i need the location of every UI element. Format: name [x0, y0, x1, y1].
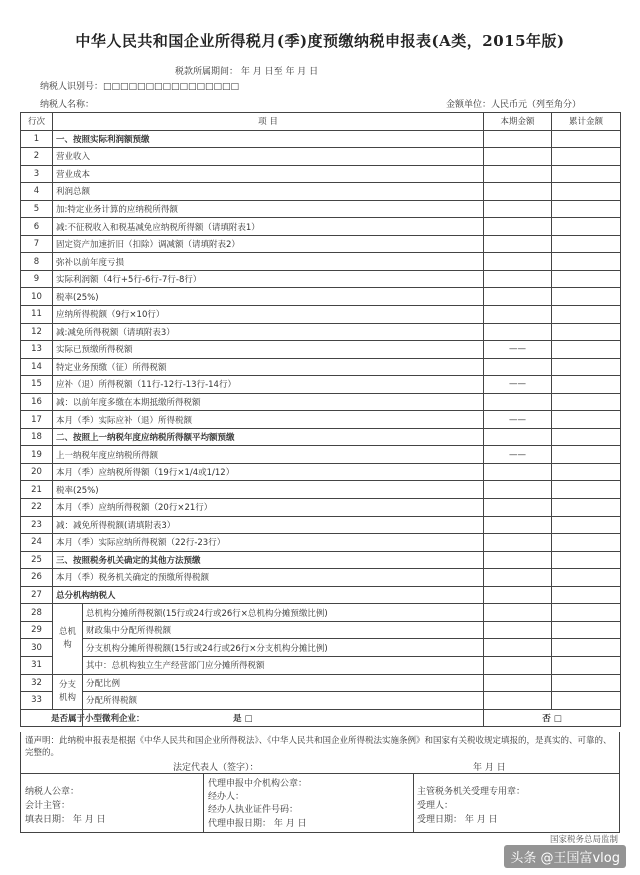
row-number: 11	[21, 306, 53, 324]
current-amount-cell[interactable]	[484, 306, 552, 324]
table-row	[21, 516, 621, 534]
row-number: 32	[21, 674, 53, 692]
table-row	[21, 586, 621, 604]
row-number: 23	[21, 516, 53, 534]
cumulative-amount-cell[interactable]	[552, 323, 621, 341]
legal-representative-label: 法定代表人（签字）：	[173, 763, 259, 773]
current-amount-cell: ——	[484, 376, 552, 394]
branch-group-label: 分支机构	[53, 674, 83, 709]
cumulative-amount-cell[interactable]	[552, 692, 621, 710]
row-item: 本月（季）实际应补（退）所得税额	[53, 411, 484, 429]
table-row	[21, 165, 621, 183]
row-item: 一、按照实际利润额预缴	[53, 130, 484, 148]
row-number: 3	[21, 165, 53, 183]
agent-license-no: 经办人执业证件号码：	[208, 805, 299, 815]
form-title: 中华人民共和国企业所得税月(季)度预缴纳税申报表(A类，2015年版)	[75, 32, 565, 50]
cumulative-amount-cell[interactable]	[552, 586, 621, 604]
current-amount-cell[interactable]	[484, 428, 552, 446]
signature-section	[20, 773, 620, 833]
head-office-group-label: 总机构	[53, 604, 83, 674]
row-item: 营业收入	[53, 148, 484, 166]
row-number: 31	[21, 656, 53, 674]
taxpayer-sign-column	[21, 774, 203, 832]
current-amount-cell: ——	[484, 411, 552, 429]
row-number: 19	[21, 446, 53, 464]
declaration-box	[20, 732, 620, 774]
table-row	[21, 200, 621, 218]
cumulative-amount-cell[interactable]	[552, 148, 621, 166]
row-item: 总分机构纳税人	[53, 586, 484, 604]
row-number: 7	[21, 235, 53, 253]
table-row	[21, 463, 621, 481]
current-amount-cell[interactable]	[484, 586, 552, 604]
row-number: 13	[21, 341, 53, 359]
row-number: 21	[21, 481, 53, 499]
current-amount-cell[interactable]	[484, 393, 552, 411]
current-amount-cell[interactable]	[484, 516, 552, 534]
table-row	[21, 446, 621, 464]
current-amount-cell[interactable]	[484, 481, 552, 499]
cumulative-amount-cell[interactable]	[552, 306, 621, 324]
row-number: 20	[21, 463, 53, 481]
current-amount-cell[interactable]	[484, 288, 552, 306]
row-item: 其中：总机构独立生产经营部门应分摊所得税额	[83, 656, 484, 674]
cumulative-amount-cell[interactable]	[552, 235, 621, 253]
taxpayer-seal: 纳税人公章：	[25, 787, 80, 797]
row-number: 16	[21, 393, 53, 411]
row-item: 本月（季）应纳所得税额（20行×21行）	[53, 499, 484, 517]
receive-date: 受理日期： 年 月 日	[417, 815, 498, 825]
cumulative-amount-cell[interactable]	[552, 534, 621, 552]
table-row	[21, 692, 621, 710]
row-item: 本月（季）税务机关确定的预缴所得税额	[53, 569, 484, 587]
table-row	[21, 341, 621, 359]
row-item: 营业成本	[53, 165, 484, 183]
cumulative-amount-cell[interactable]	[552, 130, 621, 148]
header-item: 项 目	[53, 113, 484, 131]
row-number: 6	[21, 218, 53, 236]
table-row	[21, 253, 621, 271]
row-number: 18	[21, 428, 53, 446]
authority-seal: 主管税务机关受理专用章：	[417, 787, 526, 797]
receiver: 受理人：	[417, 801, 454, 811]
row-item: 上一纳税年度应纳税所得额	[53, 446, 484, 464]
current-amount-cell[interactable]	[484, 604, 552, 622]
current-amount-cell[interactable]	[484, 639, 552, 657]
table-row	[21, 639, 621, 657]
row-item: 特定业务预缴（征）所得税额	[53, 358, 484, 376]
cumulative-amount-cell[interactable]	[552, 639, 621, 657]
cumulative-amount-cell[interactable]	[552, 253, 621, 271]
small-enterprise-no-checkbox[interactable]: 否 □	[484, 709, 621, 727]
row-item: 减：以前年度多缴在本期抵缴所得税额	[53, 393, 484, 411]
table-row	[21, 481, 621, 499]
row-number: 14	[21, 358, 53, 376]
table-row	[21, 130, 621, 148]
cumulative-amount-cell[interactable]	[552, 183, 621, 201]
row-item: 二、按照上一纳税年度应纳税所得额平均额预缴	[53, 428, 484, 446]
current-amount-cell[interactable]	[484, 323, 552, 341]
current-amount-cell[interactable]	[484, 358, 552, 376]
taxpayer-id-label: 纳税人识别号：□□□□□□□□□□□□□□□□	[40, 82, 240, 92]
table-row	[21, 411, 621, 429]
row-number: 9	[21, 270, 53, 288]
row-item: 税率(25%)	[53, 481, 484, 499]
row-item: 税率(25%)	[53, 288, 484, 306]
table-row	[21, 551, 621, 569]
current-amount-cell[interactable]	[484, 253, 552, 271]
row-item: 财政集中分配所得税额	[83, 621, 484, 639]
row-number: 22	[21, 499, 53, 517]
row-number: 15	[21, 376, 53, 394]
table-row	[21, 393, 621, 411]
table-row	[21, 428, 621, 446]
table-row	[21, 306, 621, 324]
row-item: 固定资产加速折旧（扣除）调减额（请填附表2）	[53, 235, 484, 253]
cumulative-amount-cell[interactable]	[552, 516, 621, 534]
table-row	[21, 569, 621, 587]
row-item: 应补（退）所得税额（11行-12行-13行-14行）	[53, 376, 484, 394]
current-amount-cell[interactable]	[484, 534, 552, 552]
row-number: 12	[21, 323, 53, 341]
table-row	[21, 376, 621, 394]
small-enterprise-row	[21, 709, 621, 727]
row-item: 分支机构分摊所得税额(15行或24行或26行×分支机构分摊比例)	[83, 639, 484, 657]
agent-handler: 经办人：	[208, 792, 245, 802]
row-item: 减:不征税收入和税基减免应纳税所得额（请填附表1）	[53, 218, 484, 236]
row-number: 17	[21, 411, 53, 429]
row-item: 实际利润额（4行+5行-6行-7行-8行）	[53, 270, 484, 288]
row-number: 8	[21, 253, 53, 271]
row-number: 10	[21, 288, 53, 306]
supervisor-note: 国家税务总局监制	[549, 835, 618, 845]
cumulative-amount-cell[interactable]	[552, 499, 621, 517]
small-enterprise-yes-checkbox[interactable]: 是 □	[83, 709, 484, 727]
accounting-supervisor: 会计主管：	[25, 801, 71, 811]
agent-date: 代理申报日期： 年 月 日	[208, 819, 307, 829]
cumulative-amount-cell[interactable]	[552, 551, 621, 569]
row-item: 分配所得税额	[83, 692, 484, 710]
legal-date: 年 月 日	[473, 763, 506, 773]
cumulative-amount-cell[interactable]	[552, 621, 621, 639]
table-row	[21, 183, 621, 201]
row-number: 24	[21, 534, 53, 552]
header-cumulative-amount: 累计金额	[552, 113, 621, 131]
row-number: 1	[21, 130, 53, 148]
tax-authority-column	[413, 774, 619, 832]
row-item: 应纳所得税额（9行×10行）	[53, 306, 484, 324]
current-amount-cell: ——	[484, 446, 552, 464]
cumulative-amount-cell[interactable]	[552, 341, 621, 359]
current-amount-cell[interactable]	[484, 656, 552, 674]
current-amount-cell[interactable]	[484, 200, 552, 218]
row-number: 2	[21, 148, 53, 166]
row-item: 减：减免所得税额(请填附表3）	[53, 516, 484, 534]
cumulative-amount-cell[interactable]	[552, 656, 621, 674]
row-number: 5	[21, 200, 53, 218]
cumulative-amount-cell[interactable]	[552, 200, 621, 218]
current-amount-cell[interactable]	[484, 674, 552, 692]
cumulative-amount-cell[interactable]	[552, 604, 621, 622]
cumulative-amount-cell[interactable]	[552, 481, 621, 499]
declaration-table	[20, 112, 621, 727]
row-number: 27	[21, 586, 53, 604]
current-amount-cell[interactable]	[484, 235, 552, 253]
current-amount-cell[interactable]	[484, 130, 552, 148]
row-item: 总机构分摊所得税额(15行或24行或26行×总机构分摊预缴比例)	[83, 604, 484, 622]
table-row	[21, 358, 621, 376]
cumulative-amount-cell[interactable]	[552, 674, 621, 692]
table-row	[21, 604, 621, 622]
row-item: 减:减免所得税额（请填附表3）	[53, 323, 484, 341]
table-row	[21, 534, 621, 552]
table-row	[21, 656, 621, 674]
cumulative-amount-cell[interactable]	[552, 411, 621, 429]
cumulative-amount-cell[interactable]	[552, 165, 621, 183]
current-amount-cell[interactable]	[484, 148, 552, 166]
cumulative-amount-cell[interactable]	[552, 393, 621, 411]
row-number: 4	[21, 183, 53, 201]
current-amount-cell[interactable]	[484, 270, 552, 288]
cumulative-amount-cell[interactable]	[552, 446, 621, 464]
row-item: 加:特定业务计算的应纳税所得额	[53, 200, 484, 218]
current-amount-cell[interactable]	[484, 183, 552, 201]
row-item: 本月（季）应纳税所得额（19行×1/4或1/12）	[53, 463, 484, 481]
cumulative-amount-cell[interactable]	[552, 376, 621, 394]
row-number: 26	[21, 569, 53, 587]
header-current-amount: 本期金额	[484, 113, 552, 131]
table-row	[21, 288, 621, 306]
table-row	[21, 323, 621, 341]
current-amount-cell[interactable]	[484, 463, 552, 481]
row-item: 实际已预缴所得税额	[53, 341, 484, 359]
row-item: 弥补以前年度亏损	[53, 253, 484, 271]
cumulative-amount-cell[interactable]	[552, 218, 621, 236]
table-row	[21, 148, 621, 166]
table-row	[21, 218, 621, 236]
row-item: 利润总额	[53, 183, 484, 201]
cumulative-amount-cell[interactable]	[552, 358, 621, 376]
table-row	[21, 621, 621, 639]
fill-date: 填表日期： 年 月 日	[25, 815, 106, 825]
currency-unit: 金额单位：人民币元（列至角分）	[446, 100, 582, 110]
row-number: 29	[21, 621, 53, 639]
cumulative-amount-cell[interactable]	[552, 569, 621, 587]
small-enterprise-question: 是否属于小型微利企业：	[21, 709, 83, 727]
taxpayer-name-label: 纳税人名称：	[40, 100, 95, 110]
cumulative-amount-cell[interactable]	[552, 428, 621, 446]
current-amount-cell[interactable]	[484, 218, 552, 236]
table-row	[21, 270, 621, 288]
cumulative-amount-cell[interactable]	[552, 270, 621, 288]
table-row	[21, 499, 621, 517]
current-amount-cell[interactable]	[484, 165, 552, 183]
agent-seal: 代理申报中介机构公章：	[208, 779, 308, 789]
row-item: 本月（季）实际应纳所得税额（22行-23行）	[53, 534, 484, 552]
table-header-row	[21, 113, 621, 131]
current-amount-cell[interactable]	[484, 499, 552, 517]
row-number: 30	[21, 639, 53, 657]
cumulative-amount-cell[interactable]	[552, 463, 621, 481]
current-amount-cell[interactable]	[484, 569, 552, 587]
current-amount-cell[interactable]	[484, 692, 552, 710]
row-number: 28	[21, 604, 53, 622]
row-number: 33	[21, 692, 53, 710]
header-row-no: 行次	[21, 113, 53, 131]
row-number: 25	[21, 551, 53, 569]
watermark: 头条 @王国富vlog	[504, 845, 626, 868]
current-amount-cell[interactable]	[484, 621, 552, 639]
row-item: 分配比例	[83, 674, 484, 692]
cumulative-amount-cell[interactable]	[552, 288, 621, 306]
tax-period: 税款所属期间： 年 月 日至 年 月 日	[175, 67, 319, 77]
declaration-text: 谨声明：此纳税申报表是根据《中华人民共和国企业所得税法》、《中华人民共和国企业所得税法实施条例》和国家有关税收规定填报的，是真实的、可靠的、完整的。	[25, 736, 612, 758]
row-item: 三、按照税务机关确定的其他方法预缴	[53, 551, 484, 569]
current-amount-cell[interactable]	[484, 551, 552, 569]
table-row	[21, 235, 621, 253]
agent-sign-column	[203, 774, 414, 832]
current-amount-cell: ——	[484, 341, 552, 359]
table-row	[21, 674, 621, 692]
